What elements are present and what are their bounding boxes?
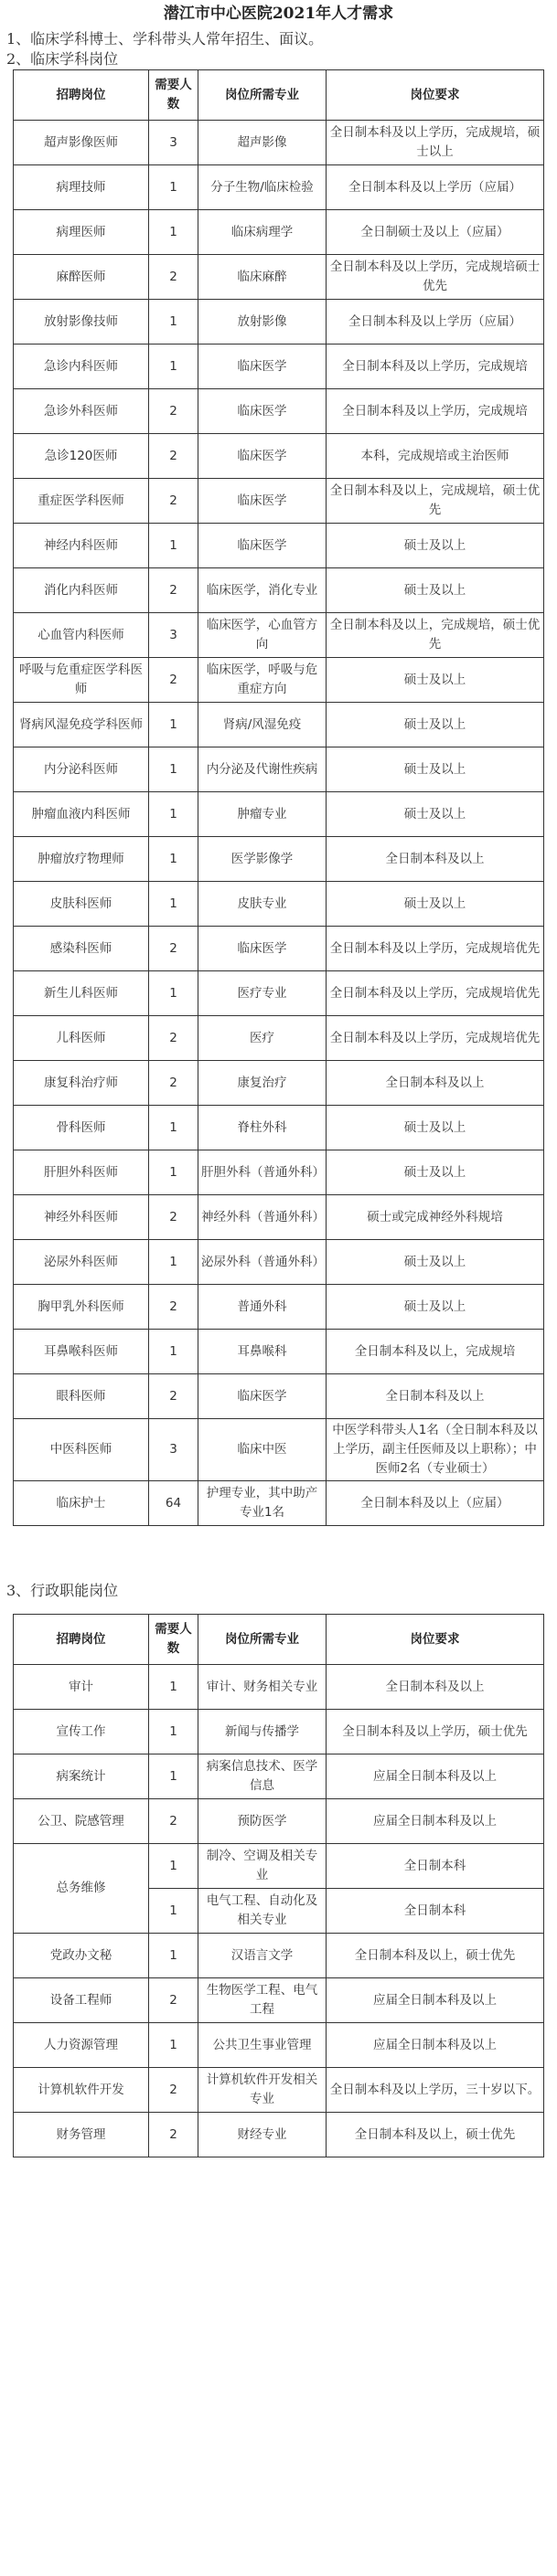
cell-requirement: 应届全日制本科及以上 xyxy=(327,2023,544,2068)
cell-major: 康复治疗 xyxy=(198,1061,327,1106)
cell-major: 肿瘤专业 xyxy=(198,792,327,837)
cell-count: 1 xyxy=(149,1240,198,1285)
header-major: 岗位所需专业 xyxy=(198,1615,327,1665)
cell-major: 临床医学 xyxy=(198,389,327,434)
header-count: 需要人数 xyxy=(149,70,198,121)
cell-requirement: 全日制本科及以上，完成规培，硕士优先 xyxy=(327,479,544,524)
cell-requirement: 全日制本科及以上学历，完成规培优先 xyxy=(327,1016,544,1061)
cell-requirement: 全日制本科及以上，硕士优先 xyxy=(327,2113,544,2157)
section-1-text: 1、临床学科博士、学科带头人常年招生、面议。 xyxy=(6,30,324,48)
cell-requirement: 全日制本科及以上学历，完成规培 xyxy=(327,345,544,389)
table-row xyxy=(14,703,544,747)
table-row xyxy=(14,1374,544,1419)
cell-position: 计算机软件开发 xyxy=(14,2068,149,2113)
cell-position: 新生儿科医师 xyxy=(14,971,149,1016)
cell-major: 医疗 xyxy=(198,1016,327,1061)
cell-count: 1 xyxy=(149,210,198,255)
cell-major: 制冷、空调及相关专业 xyxy=(198,1844,327,1889)
cell-count: 2 xyxy=(149,1061,198,1106)
cell-major: 病案信息技术、医学信息 xyxy=(198,1754,327,1799)
cell-count: 1 xyxy=(149,1150,198,1195)
cell-position: 麻醉医师 xyxy=(14,255,149,300)
cell-major: 公共卫生事业管理 xyxy=(198,2023,327,2068)
cell-count: 1 xyxy=(149,971,198,1016)
header-major: 岗位所需专业 xyxy=(198,70,327,121)
cell-requirement: 硕士及以上 xyxy=(327,1150,544,1195)
cell-requirement: 硕士及以上 xyxy=(327,792,544,837)
cell-requirement: 全日制本科及以上学历，三十岁以下。 xyxy=(327,2068,544,2113)
cell-requirement: 应届全日制本科及以上 xyxy=(327,1799,544,1844)
cell-count: 2 xyxy=(149,1374,198,1419)
cell-major: 耳鼻喉科 xyxy=(198,1330,327,1374)
cell-position: 消化内科医师 xyxy=(14,568,149,613)
cell-count: 2 xyxy=(149,2113,198,2157)
cell-position: 党政办文秘 xyxy=(14,1934,149,1978)
cell-major: 生物医学工程、电气工程 xyxy=(198,1978,327,2023)
cell-requirement: 全日制本科及以上 xyxy=(327,1061,544,1106)
cell-requirement: 硕士及以上 xyxy=(327,1240,544,1285)
table-row xyxy=(14,1016,544,1061)
cell-position: 放射影像技师 xyxy=(14,300,149,345)
section-3-heading: 3、行政职能岗位 xyxy=(6,1582,119,1599)
section-2-heading: 2、临床学科岗位 xyxy=(6,50,119,68)
cell-count: 3 xyxy=(149,613,198,658)
cell-count: 2 xyxy=(149,389,198,434)
cell-position: 病理技师 xyxy=(14,165,149,210)
cell-position: 宣传工作 xyxy=(14,1710,149,1754)
cell-requirement: 全日制本科及以上，完成规培 xyxy=(327,1330,544,1374)
cell-major: 肝胆外科（普通外科） xyxy=(198,1150,327,1195)
cell-position: 重症医学科医师 xyxy=(14,479,149,524)
cell-count: 2 xyxy=(149,568,198,613)
cell-position: 肾病风湿免疫学科医师 xyxy=(14,703,149,747)
cell-position: 感染科医师 xyxy=(14,927,149,971)
cell-position: 内分泌科医师 xyxy=(14,747,149,792)
cell-count: 1 xyxy=(149,837,198,882)
cell-count: 3 xyxy=(149,121,198,165)
cell-requirement: 全日制本科及以上学历，完成规培 xyxy=(327,389,544,434)
header-position: 招聘岗位 xyxy=(14,70,149,121)
cell-requirement: 应届全日制本科及以上 xyxy=(327,1754,544,1799)
clinical-positions-table xyxy=(13,69,544,1526)
cell-position: 耳鼻喉科医师 xyxy=(14,1330,149,1374)
table-row xyxy=(14,121,544,165)
cell-requirement: 全日制本科及以上 xyxy=(327,1665,544,1710)
cell-position: 眼科医师 xyxy=(14,1374,149,1419)
cell-count: 1 xyxy=(149,1844,198,1889)
cell-position: 设备工程师 xyxy=(14,1978,149,2023)
cell-count: 1 xyxy=(149,703,198,747)
cell-major: 放射影像 xyxy=(198,300,327,345)
cell-count: 64 xyxy=(149,1481,198,1526)
cell-count: 1 xyxy=(149,1710,198,1754)
cell-position: 人力资源管理 xyxy=(14,2023,149,2068)
cell-requirement: 全日制本科 xyxy=(327,1889,544,1934)
cell-major: 临床中医 xyxy=(198,1419,327,1481)
cell-requirement: 全日制本科 xyxy=(327,1844,544,1889)
table-row xyxy=(14,1195,544,1240)
table-row xyxy=(14,747,544,792)
cell-position: 儿科医师 xyxy=(14,1016,149,1061)
table-row xyxy=(14,882,544,927)
cell-position: 呼吸与危重症医学科医师 xyxy=(14,658,149,703)
table-row xyxy=(14,300,544,345)
cell-major: 电气工程、自动化及相关专业 xyxy=(198,1889,327,1934)
cell-requirement: 硕士及以上 xyxy=(327,703,544,747)
cell-major: 泌尿外科（普通外科） xyxy=(198,1240,327,1285)
cell-count: 2 xyxy=(149,658,198,703)
cell-major: 临床医学 xyxy=(198,927,327,971)
cell-position: 肝胆外科医师 xyxy=(14,1150,149,1195)
cell-requirement: 全日制硕士及以上（应届） xyxy=(327,210,544,255)
cell-requirement: 全日制本科及以上学历（应届） xyxy=(327,300,544,345)
cell-major: 普通外科 xyxy=(198,1285,327,1330)
cell-requirement: 应届全日制本科及以上 xyxy=(327,1978,544,2023)
cell-count: 2 xyxy=(149,1195,198,1240)
page-title: 潜江市中心医院2021年人才需求 xyxy=(163,5,394,23)
cell-count: 1 xyxy=(149,792,198,837)
cell-major: 临床医学 xyxy=(198,345,327,389)
cell-requirement: 全日制本科及以上学历，硕士优先 xyxy=(327,1710,544,1754)
cell-position: 肿瘤血液内科医师 xyxy=(14,792,149,837)
cell-requirement: 硕士及以上 xyxy=(327,1285,544,1330)
table-header-row xyxy=(14,1615,544,1665)
cell-major: 临床医学 xyxy=(198,1374,327,1419)
cell-requirement: 本科，完成规培或主治医师 xyxy=(327,434,544,479)
cell-position: 骨科医师 xyxy=(14,1106,149,1150)
header-requirement: 岗位要求 xyxy=(327,70,544,121)
cell-count: 2 xyxy=(149,1799,198,1844)
table-row xyxy=(14,2023,544,2068)
cell-major: 临床医学，心血管方向 xyxy=(198,613,327,658)
cell-major: 审计、财务相关专业 xyxy=(198,1665,327,1710)
cell-major: 临床医学 xyxy=(198,434,327,479)
cell-major: 临床病理学 xyxy=(198,210,327,255)
table-row xyxy=(14,658,544,703)
cell-major: 临床医学 xyxy=(198,479,327,524)
cell-position: 神经外科医师 xyxy=(14,1195,149,1240)
table-row xyxy=(14,837,544,882)
cell-position: 病理医师 xyxy=(14,210,149,255)
table-row xyxy=(14,1150,544,1195)
cell-major: 肾病/风湿免疫 xyxy=(198,703,327,747)
header-count: 需要人数 xyxy=(149,1615,198,1665)
cell-requirement: 全日制本科及以上 xyxy=(327,1374,544,1419)
cell-position: 审计 xyxy=(14,1665,149,1710)
table-row xyxy=(14,524,544,568)
table-row xyxy=(14,2068,544,2113)
cell-requirement: 全日制本科及以上（应届） xyxy=(327,1481,544,1526)
table-row xyxy=(14,255,544,300)
cell-major: 临床医学，呼吸与危重症方向 xyxy=(198,658,327,703)
table-row xyxy=(14,165,544,210)
cell-count: 1 xyxy=(149,1889,198,1934)
cell-position: 公卫、院感管理 xyxy=(14,1799,149,1844)
table-row xyxy=(14,1061,544,1106)
table-row xyxy=(14,2113,544,2157)
cell-requirement: 全日制本科及以上 xyxy=(327,837,544,882)
cell-major: 脊柱外科 xyxy=(198,1106,327,1150)
cell-requirement: 硕士及以上 xyxy=(327,1106,544,1150)
table-row xyxy=(14,210,544,255)
cell-count: 2 xyxy=(149,479,198,524)
table-row xyxy=(14,389,544,434)
cell-major: 临床麻醉 xyxy=(198,255,327,300)
table-row xyxy=(14,1240,544,1285)
cell-major: 新闻与传播学 xyxy=(198,1710,327,1754)
cell-position: 临床护士 xyxy=(14,1481,149,1526)
cell-major: 神经外科（普通外科） xyxy=(198,1195,327,1240)
table-row xyxy=(14,613,544,658)
cell-count: 2 xyxy=(149,1016,198,1061)
cell-count: 1 xyxy=(149,1754,198,1799)
cell-major: 临床医学，消化专业 xyxy=(198,568,327,613)
cell-count: 1 xyxy=(149,747,198,792)
cell-requirement: 全日制本科及以上学历，完成规培，硕士以上 xyxy=(327,121,544,165)
cell-count: 1 xyxy=(149,345,198,389)
table-row xyxy=(14,1934,544,1978)
cell-count: 1 xyxy=(149,882,198,927)
cell-requirement: 全日制本科及以上学历，完成规培硕士优先 xyxy=(327,255,544,300)
cell-position: 康复科治疗师 xyxy=(14,1061,149,1106)
cell-major: 护理专业，其中助产专业1名 xyxy=(198,1481,327,1526)
cell-requirement: 中医学科带头人1名（全日制本科及以上学历，副主任医师及以上职称）；中医师2名（专业硕士） xyxy=(327,1419,544,1481)
cell-count: 1 xyxy=(149,1106,198,1150)
header-requirement: 岗位要求 xyxy=(327,1615,544,1665)
cell-major: 临床医学 xyxy=(198,524,327,568)
cell-requirement: 硕士及以上 xyxy=(327,747,544,792)
cell-requirement: 硕士或完成神经外科规培 xyxy=(327,1195,544,1240)
cell-position: 病案统计 xyxy=(14,1754,149,1799)
cell-requirement: 全日制本科及以上学历（应届） xyxy=(327,165,544,210)
table-row xyxy=(14,1419,544,1481)
table-row xyxy=(14,1285,544,1330)
cell-position: 财务管理 xyxy=(14,2113,149,2157)
table-row xyxy=(14,1106,544,1150)
cell-requirement: 硕士及以上 xyxy=(327,524,544,568)
cell-count: 2 xyxy=(149,1978,198,2023)
cell-position: 胸甲乳外科医师 xyxy=(14,1285,149,1330)
table-row xyxy=(14,1799,544,1844)
cell-count: 1 xyxy=(149,524,198,568)
table-row xyxy=(14,927,544,971)
cell-position: 急诊内科医师 xyxy=(14,345,149,389)
table-row xyxy=(14,1710,544,1754)
cell-major: 内分泌及代谢性疾病 xyxy=(198,747,327,792)
cell-count: 2 xyxy=(149,255,198,300)
cell-position: 急诊外科医师 xyxy=(14,389,149,434)
cell-count: 1 xyxy=(149,1934,198,1978)
cell-major: 汉语言文学 xyxy=(198,1934,327,1978)
admin-positions-table xyxy=(13,1614,544,2157)
table-row xyxy=(14,1665,544,1710)
cell-count: 1 xyxy=(149,1330,198,1374)
cell-count: 1 xyxy=(149,300,198,345)
cell-position: 泌尿外科医师 xyxy=(14,1240,149,1285)
table-row xyxy=(14,1844,544,1889)
cell-count: 3 xyxy=(149,1419,198,1481)
cell-major: 预防医学 xyxy=(198,1799,327,1844)
table-row xyxy=(14,1481,544,1526)
table-row xyxy=(14,1978,544,2023)
cell-count: 2 xyxy=(149,2068,198,2113)
cell-position: 皮肤科医师 xyxy=(14,882,149,927)
cell-major: 医疗专业 xyxy=(198,971,327,1016)
table-row xyxy=(14,479,544,524)
table-header-row xyxy=(14,70,544,121)
cell-major: 医学影像学 xyxy=(198,837,327,882)
cell-major: 计算机软件开发相关专业 xyxy=(198,2068,327,2113)
cell-count: 2 xyxy=(149,927,198,971)
cell-major: 分子生物/临床检验 xyxy=(198,165,327,210)
cell-position: 中医科医师 xyxy=(14,1419,149,1481)
table-row xyxy=(14,345,544,389)
cell-requirement: 全日制本科及以上，完成规培，硕士优先 xyxy=(327,613,544,658)
cell-position: 神经内科医师 xyxy=(14,524,149,568)
cell-position: 心血管内科医师 xyxy=(14,613,149,658)
table-row xyxy=(14,1754,544,1799)
cell-requirement: 硕士及以上 xyxy=(327,882,544,927)
table-row xyxy=(14,1330,544,1374)
header-position: 招聘岗位 xyxy=(14,1615,149,1665)
cell-position: 超声影像医师 xyxy=(14,121,149,165)
table-row xyxy=(14,792,544,837)
cell-position: 肿瘤放疗物理师 xyxy=(14,837,149,882)
cell-requirement: 全日制本科及以上，硕士优先 xyxy=(327,1934,544,1978)
cell-major: 超声影像 xyxy=(198,121,327,165)
cell-requirement: 全日制本科及以上学历，完成规培优先 xyxy=(327,971,544,1016)
table-row xyxy=(14,971,544,1016)
table-row xyxy=(14,434,544,479)
cell-requirement: 全日制本科及以上学历，完成规培优先 xyxy=(327,927,544,971)
cell-position: 急诊120医师 xyxy=(14,434,149,479)
cell-count: 1 xyxy=(149,2023,198,2068)
table-row xyxy=(14,568,544,613)
cell-count: 2 xyxy=(149,434,198,479)
cell-requirement: 硕士及以上 xyxy=(327,658,544,703)
cell-count: 2 xyxy=(149,1285,198,1330)
cell-major: 皮肤专业 xyxy=(198,882,327,927)
cell-requirement: 硕士及以上 xyxy=(327,568,544,613)
cell-count: 1 xyxy=(149,1665,198,1710)
cell-position: 总务维修 xyxy=(14,1844,149,1934)
cell-major: 财经专业 xyxy=(198,2113,327,2157)
cell-count: 1 xyxy=(149,165,198,210)
